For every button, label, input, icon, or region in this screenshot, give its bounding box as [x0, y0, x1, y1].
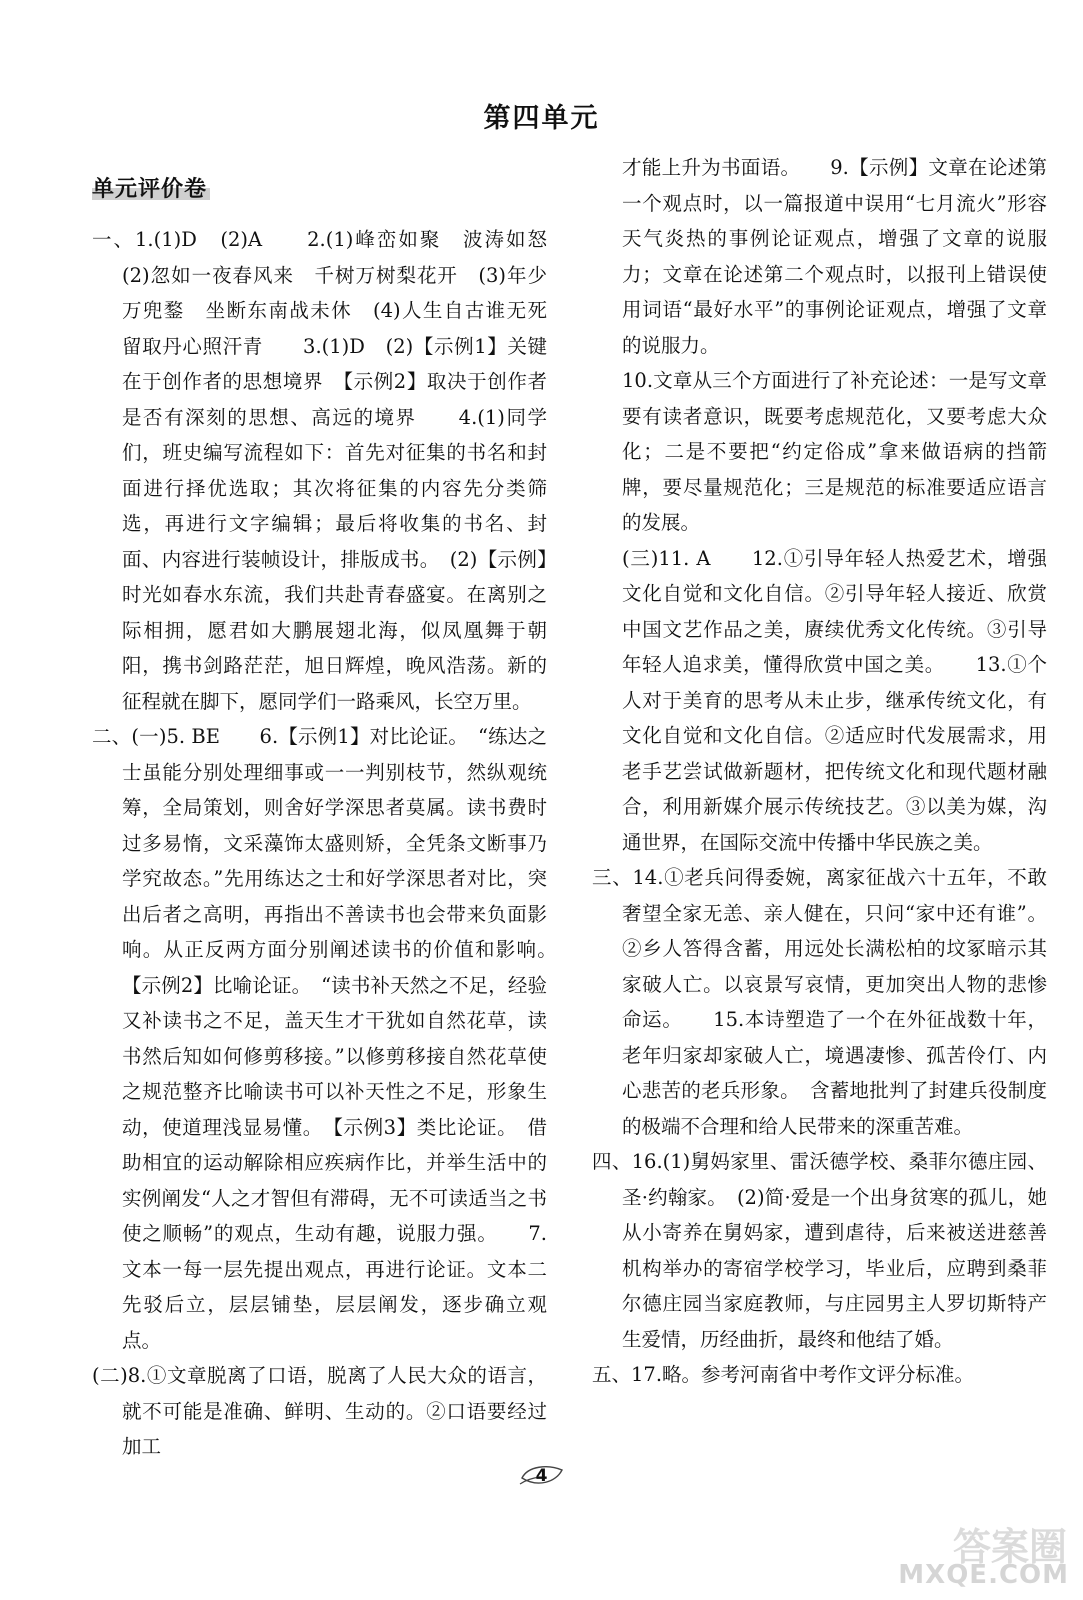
- answer-block-6: (三)11. A 12.①引导年轻人热爱艺术，增强文化自觉和文化自信。②引导年轻人接近、欣赏中国文艺作品之美，赓续优秀文化传统。③引导年轻人追求美，懂得欣赏中国之美。 13.①个人对于美育的思考从未止步，继承传统文化，有文化自觉和文化自信。②适应时代发展需求，用老手艺尝试做新题材，把传统文化和现代题材融合，利用新媒介展示传统技艺。③以美为媒，沟通世界，在国际交流中传播中华民族之美。: [622, 546, 1047, 854]
- watermark: [898, 1514, 1075, 1594]
- answer-block-8: 四、16.(1)舅妈家里、雷沃德学校、桑菲尔德庄园、圣·约翰家。 (2)简·爱是一个出身贫寒的孤儿，她从小寄养在舅妈家，遭到虐待，后来被送进慈善机构举办的寄宿学校学习，毕业后，应聘到桑菲尔德庄园当家庭教师，与庄园男主人罗切斯特产生爱情，历经曲折，最终和他结了婚。: [592, 1150, 1047, 1351]
- right-column: [592, 150, 1047, 1393]
- section-heading-text: 单元评价卷: [92, 177, 208, 202]
- answer-block-7: 三、14.①老兵问得委婉，离家征战六十五年，不敢奢望全家无恙、亲人健在，只问“家中还有谁”。②乡人答得含蓄，用远处长满松柏的坟冢暗示其家破人亡。以哀景写哀情，更加突出人物的悲惨命运。 15.本诗塑造了一个在外征战数十年，老年归家却家破人亡，境遇凄惨、孤苦伶仃、内心悲苦的老兵形象。 含蓄地批判了封建兵役制度的极端不合理和给人民带来的深重苦难。: [592, 866, 1047, 1138]
- answer-block-5: 10.文章从三个方面进行了补充论述：一是写文章要有读者意识，既要考虑规范化，又要考虑大众化；二是不要把“约定俗成”拿来做语病的挡箭牌，要尽量规范化；三是规范的标准要适应语言的发展。: [622, 369, 1047, 534]
- watermark-url: MXQE.COM: [898, 1560, 1069, 1590]
- answer-block-4: 才能上升为书面语。 9.【示例】文章在论述第一个观点时，以一篇报道中误用“七月流火”形容天气炎热的事例论证观点，增强了文章的说服力；文章在论述第二个观点时，以报刊上错误使用词语“最好水平”的事例论证观点，增强了文章的说服力。: [622, 156, 1047, 357]
- answer-block-3: (二)8.①文章脱离了口语，脱离了人民大众的语言，就不可能是准确、鲜明、生动的。②口语要经过加工: [92, 1364, 547, 1458]
- unit-title: 第四单元: [483, 103, 600, 134]
- answer-block-2: 二、(一)5. BE 6.【示例1】对比论证。 “练达之士虽能分别处理细事或一一判别枝节，然纵观统筹，全局策划，则舍好学深思者莫属。读书费时过多易惰，文采藻饰太盛则矫，全凭条文断事乃学究故态。”先用练达之士和好学深思者对比，突出后者之高明，再指出不善读书也会带来负面影响。从正反两方面分别阐述读书的价值和影响。 【示例2】比喻论证。 “读书补天然之不足，经验又补读书之不足，盖天生才干犹如自然花草，读书然后知如何修剪移接。”以修剪移接自然花草使之规范整齐比喻读书可以补天性之不足，形象生动，使道理浅显易懂。 【示例3】类比论证。 借助相宜的运动解除相应疾病作比，并举生活中的实例阐发“人之才智但有滞碍，无不可读适当之书使之顺畅”的观点，生动有趣，说服力强。 7.文本一每一层先提出观点，再进行论证。文本二先驳后立，层层铺垫，层层阐发，逐步确立观点。: [92, 725, 567, 1352]
- answer-block-9: 五、17.略。参考河南省中考作文评分标准。: [592, 1363, 975, 1386]
- watermark-logo: 答案圈: [952, 1525, 1067, 1569]
- answer-block-1: 一、1.(1)D (2)A 2.(1)峰峦如聚 波涛如怒 (2)忽如一夜春风来 千树万树梨花开 (3)年少万兜鍪 坐断东南战未休 (4)人生自古谁无死 留取丹心照汗青 3.(1)D (2)【示例1】关键在于创作者的思想境界 【示例2】取决于创作者是否有深刻的思想、高远的境界 4.(1)同学们，班史编写流程如下：首先对征集的书名和封面进行择优选取；其次将征集的内容先分类筛选，再进行文字编辑；最后将收集的书名、封面、内容进行装帧设计，排版成书。 (2)【示例】时光如春水东流，我们共赴青春盛宴。在离别之际相拥，愿君如大鹏展翅北海，似凤凰舞于朝阳，携书剑路茫茫，旭日辉煌，晚风浩荡。新的征程就在脚下，愿同学们一路乘风，长空万里。: [92, 228, 567, 713]
- page-number: 4: [535, 1466, 548, 1486]
- left-column: [92, 222, 567, 1465]
- section-heading: [92, 172, 222, 208]
